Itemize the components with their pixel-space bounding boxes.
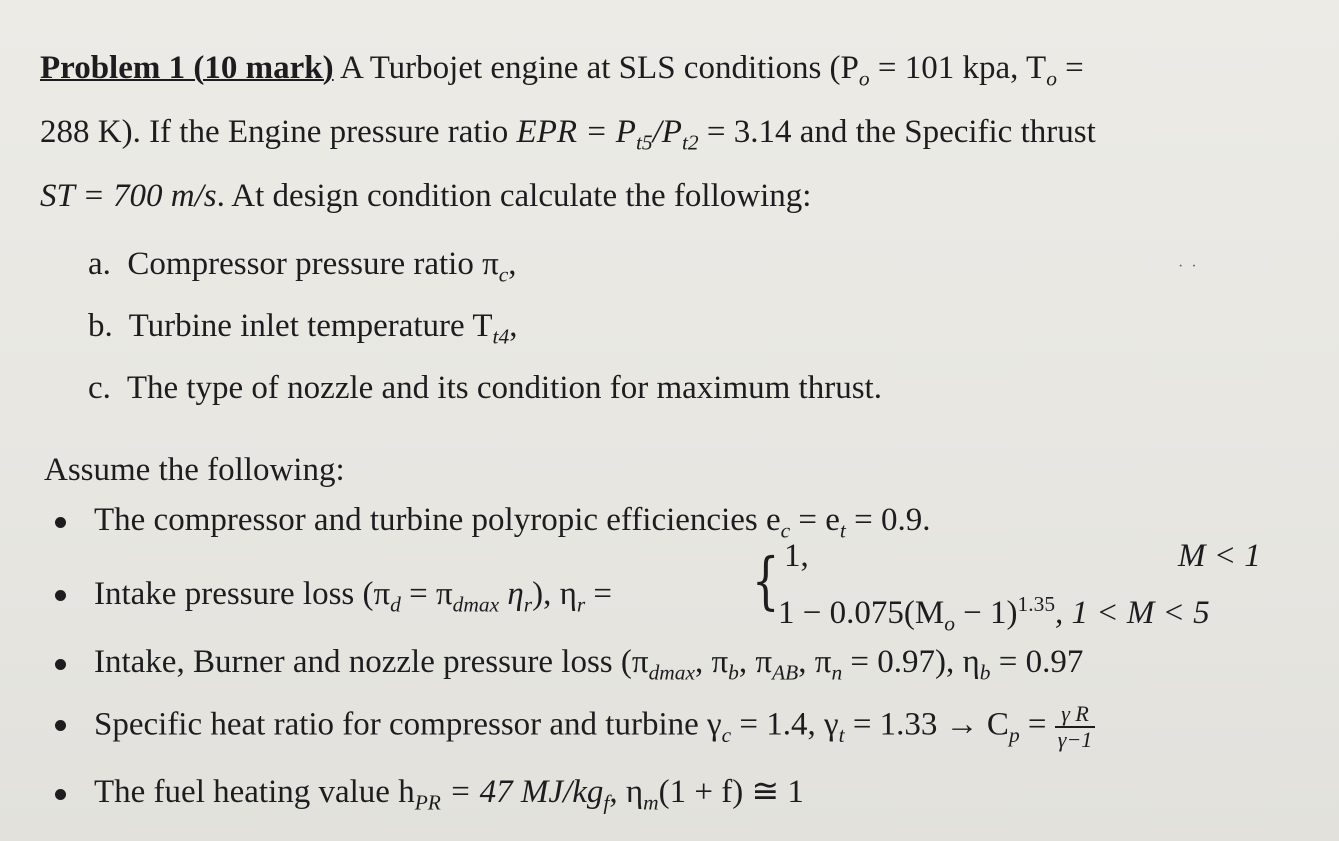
bullet-dot [55, 789, 66, 800]
stray-dots: · · [1178, 258, 1199, 275]
assume-pressure-loss: Intake, Burner and nozzle pressure loss ($\pi_{dmax}$, $\pi_b$, $\pi_{AB}$, $\pi_n = 0.97$), $\eta_b = 0.97$ [94, 644, 1084, 685]
cp-fraction: $\frac{\text{γ R}}{\gamma-1}$ [1055, 702, 1096, 752]
bullet-dot [55, 659, 66, 670]
assume-heading: Assume the following: [44, 452, 345, 488]
piecewise-case-1-cond: M < 1 [1178, 538, 1261, 574]
piecewise-case-2: $1 - 0.075(M_o - 1)^{1.35}$, 1 < M < 5 [778, 592, 1210, 636]
problem-title: Problem 1 (10 mark) [40, 50, 334, 86]
bullet-dot [55, 590, 66, 601]
bullet-dot [55, 720, 66, 731]
piecewise-case-1: 1, [784, 538, 809, 574]
assume-intake-loss: Intake pressure loss ($\pi_d = \pi_{dmax}$ $\eta_r$), $\eta_r$ = [94, 576, 613, 617]
assume-efficiencies: The compressor and turbine polyropic efficiencies $e_c = e_t = 0.9$. [94, 502, 931, 543]
assume-fuel-heating: The fuel heating value $h_{PR} = 47$ $MJ/kg_f$, $\eta_m(1 + f)$ ≅ 1 [94, 774, 804, 815]
problem-line-3: ST = 700 m/s. At design condition calculate the following: [40, 178, 812, 214]
assume-specific-heat: Specific heat ratio for compressor and turbine $\gamma_c = 1.4$, $\gamma_t = 1.33 \to C_p$ = $\frac{\text{γ R}}{\gamma-1}$ [94, 702, 1095, 755]
item-a: a. Compressor pressure ratio $\pi_c$, [88, 246, 517, 287]
problem-line-2: 288 K). If the Engine pressure ratio EPR = $P_{t5}/P_{t2} = 3.14$ and the Specific thrust [40, 114, 1096, 155]
problem-line-1: Problem 1 (10 mark) A Turbojet engine at SLS conditions ($P_o = 101$ kpa, $T_o$ = [40, 50, 1084, 91]
piecewise-brace: { [751, 544, 780, 617]
bullet-dot [55, 517, 66, 528]
item-c: c. The type of nozzle and its condition for maximum thrust. [88, 370, 882, 406]
item-b: b. Turbine inlet temperature $T_{t4}$, [88, 308, 518, 349]
